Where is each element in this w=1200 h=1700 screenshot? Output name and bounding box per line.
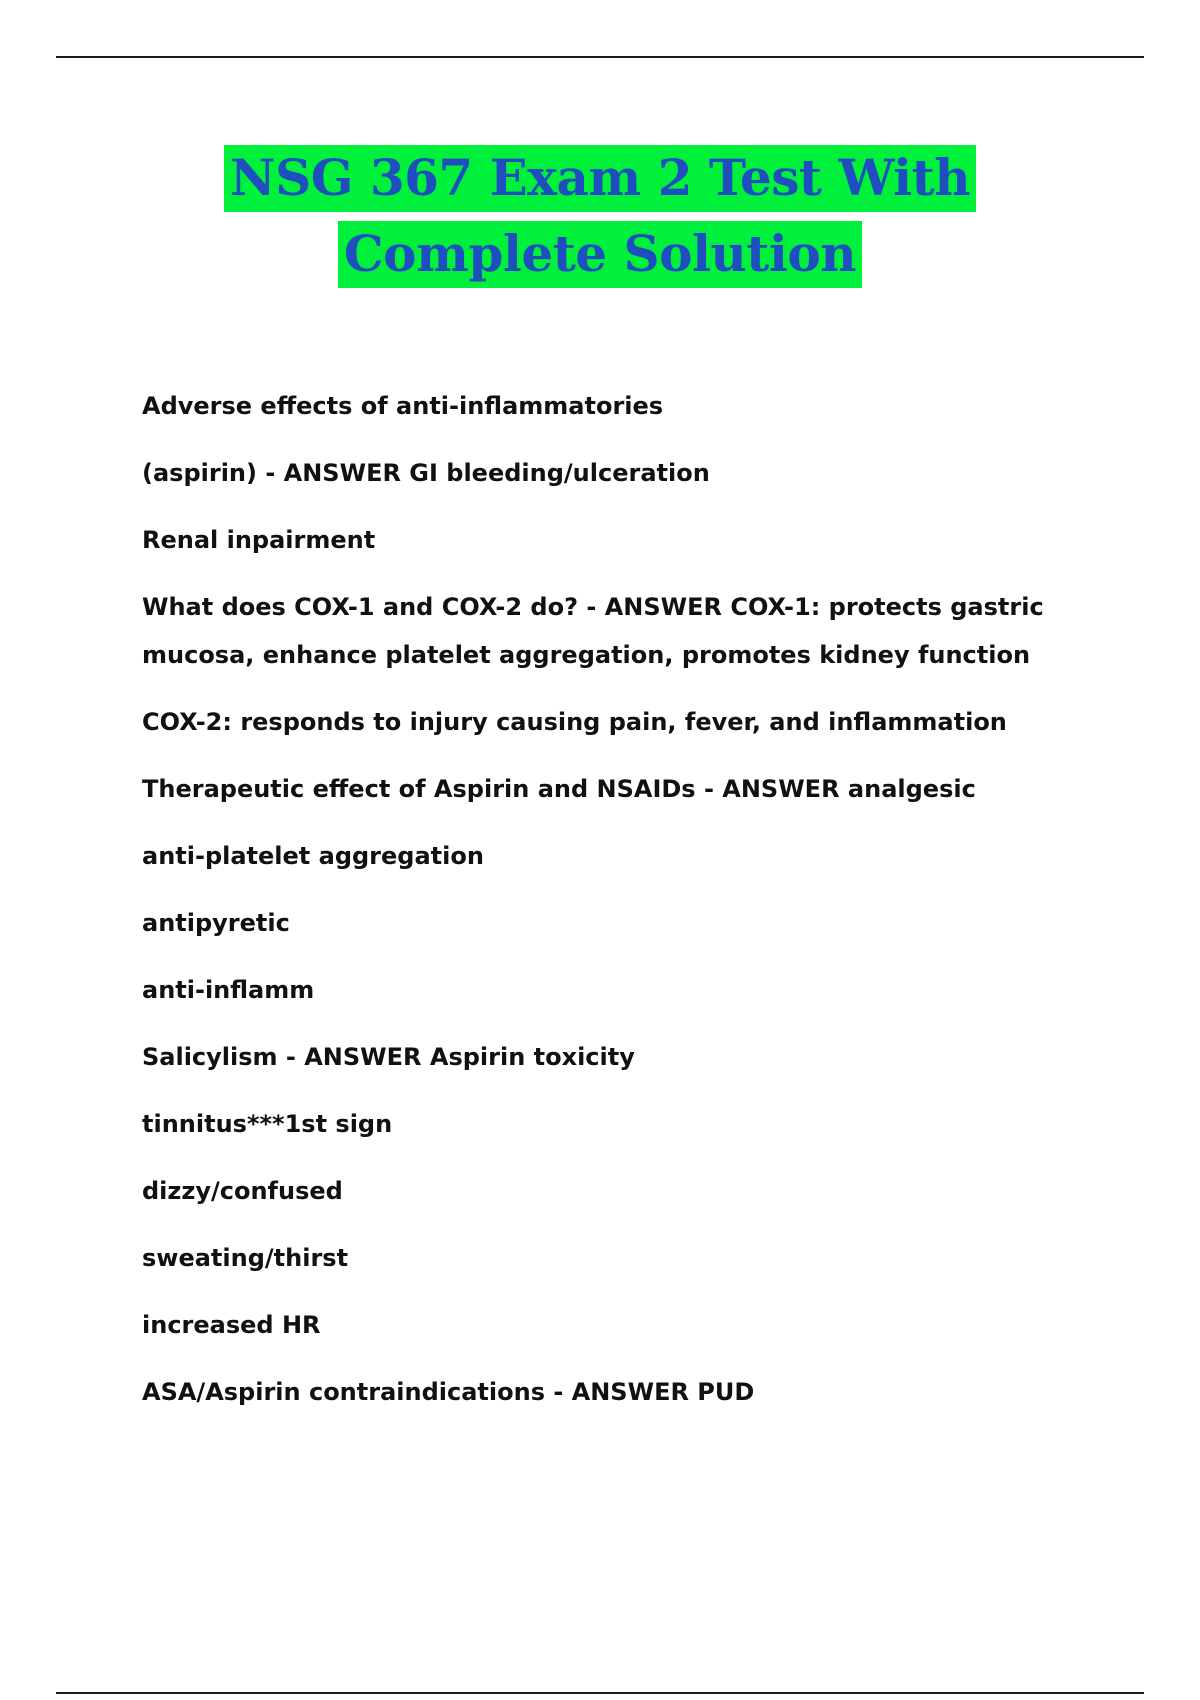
text-line: What does COX-1 and COX-2 do? - ANSWER COX-1: protects gastric mucosa, enhance platelet aggregation, promotes kidney function bbox=[142, 593, 1044, 669]
text-line: sweating/thirst bbox=[142, 1244, 349, 1272]
text-line: increased HR bbox=[142, 1311, 321, 1339]
text-line: anti-platelet aggregation bbox=[142, 842, 484, 870]
text-line: antipyretic bbox=[142, 909, 290, 937]
text-line: (aspirin) - ANSWER GI bleeding/ulceration bbox=[142, 459, 710, 487]
text-line: Therapeutic effect of Aspirin and NSAIDs - ANSWER analgesic bbox=[142, 775, 976, 803]
document-body bbox=[142, 382, 1142, 1435]
text-line: anti-inflamm bbox=[142, 976, 315, 1004]
text-line: ASA/Aspirin contraindications - ANSWER PUD bbox=[142, 1378, 755, 1406]
bottom-rule bbox=[56, 1692, 1144, 1694]
text-line: Adverse effects of anti-inflammatories bbox=[142, 392, 664, 420]
title-line-1: NSG 367 Exam 2 Test With bbox=[224, 145, 976, 212]
document-title bbox=[0, 140, 1200, 292]
text-line: COX-2: responds to injury causing pain, fever, and inflammation bbox=[142, 708, 1007, 736]
text-line: dizzy/confused bbox=[142, 1177, 343, 1205]
text-line: Renal inpairment bbox=[142, 526, 376, 554]
top-rule bbox=[56, 56, 1144, 58]
text-line: Salicylism - ANSWER Aspirin toxicity bbox=[142, 1043, 635, 1071]
title-line-2: Complete Solution bbox=[338, 221, 862, 288]
text-line: tinnitus***1st sign bbox=[142, 1110, 393, 1138]
